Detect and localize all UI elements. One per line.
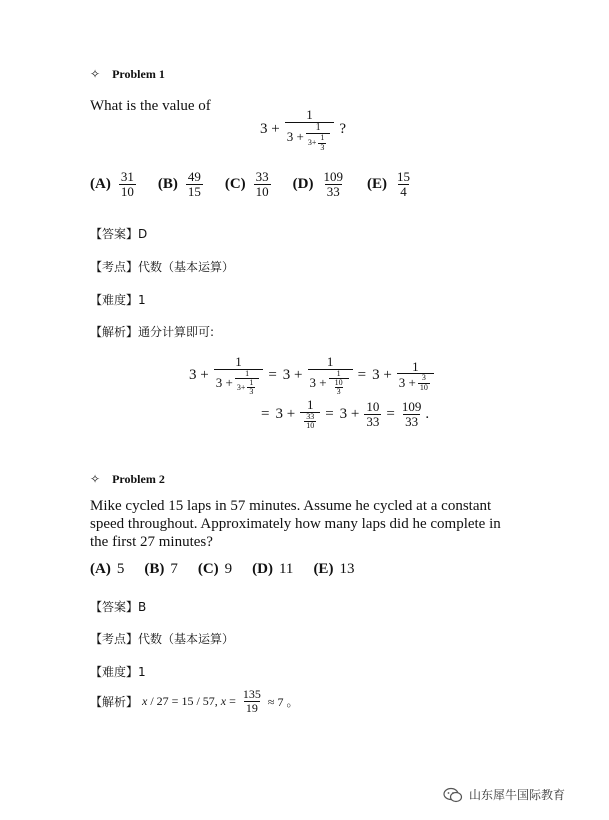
star-icon: ✧ (90, 472, 101, 486)
sol-num: 1 (235, 354, 242, 369)
problem-2-answer: 【答案】B (90, 600, 147, 614)
problem-2-topic: 【考点】代数（基本运算） (90, 632, 235, 646)
option-num: 31 (120, 169, 134, 184)
sol-den (300, 412, 320, 431)
sol-den-lead: 3 + (215, 375, 233, 391)
option-b (144, 561, 178, 578)
problem-1-question: What is the value of (90, 98, 211, 114)
sol-inner-den (329, 378, 349, 397)
sol-inner-den: 10 (419, 382, 428, 392)
option-label: (A) (90, 175, 111, 192)
sol-innermost-num: 1 (249, 378, 254, 388)
problem-1-title: Problem 1 (112, 67, 165, 81)
sol-innermost (247, 379, 255, 397)
sol-den (308, 369, 353, 397)
problem-2-difficulty: 【难度】1 (90, 665, 146, 679)
sol-fraction-5 (364, 400, 381, 428)
sol-innermost-den: 3 (249, 387, 254, 397)
expr-innermost-den: 3 (320, 142, 325, 152)
expr-num: 1 (306, 107, 313, 122)
analysis-expression (142, 688, 298, 714)
option-a (90, 561, 124, 578)
sol-num: 109 (401, 399, 422, 415)
sol-term: 3 + (189, 367, 209, 384)
expr-tail: ≈ 7 。 (267, 694, 299, 709)
option-a (90, 170, 138, 198)
option-num: 33 (255, 169, 269, 184)
option-den: 10 (255, 183, 269, 199)
option-fraction (395, 170, 412, 198)
option-den: 10 (120, 183, 134, 199)
problem-2-heading (90, 472, 165, 487)
sol-fraction-3 (397, 360, 434, 392)
option-value: 7 (170, 561, 178, 577)
sol-inner-fraction (235, 370, 260, 397)
sol-num: 1 (326, 354, 334, 369)
option-c (225, 170, 273, 198)
sol-inner-num: 33 (306, 411, 315, 421)
var-x: x (142, 693, 148, 708)
option-label: (B) (144, 561, 165, 577)
option-den: 15 (187, 183, 201, 199)
expr-part1: / 27 = 15 / 57, (150, 693, 218, 708)
sol-inner-num: 3 (421, 373, 426, 383)
option-value: 9 (224, 561, 233, 577)
expr-innermost-num: 1 (320, 133, 325, 143)
problem-1-options (90, 170, 434, 198)
solution-line-2 (258, 398, 429, 430)
option-d (293, 170, 347, 198)
problem-2-question: Mike cycled 15 laps in 57 minutes. Assume he cycled at a constant speed throughout. Approximately how many laps did he complete in the first 27 minutes? (90, 498, 501, 550)
sol-inner-fraction (418, 374, 430, 392)
problem-2-title: Problem 2 (112, 472, 165, 486)
star-icon: ✧ (90, 67, 101, 81)
sol-fraction-4 (300, 398, 320, 430)
problem-1-analysis: 【解析】通分计算即可: (90, 325, 215, 339)
expr-inner-fraction (306, 123, 331, 152)
sol-eq: = (268, 367, 277, 384)
sol-dot: . (425, 405, 430, 422)
problem-1-topic: 【考点】代数（基本运算） (90, 260, 235, 274)
sol-eq: = (325, 405, 334, 422)
expr-inner-num: 1 (315, 121, 321, 133)
option-e (313, 561, 354, 578)
sol-den (214, 369, 264, 397)
sol-num: 10 (366, 399, 380, 415)
sol-term: 3 + (282, 367, 303, 384)
expr-num: 135 (242, 687, 261, 701)
option-fraction (119, 170, 136, 198)
sol-den-lead: 3 + (309, 375, 327, 391)
expr-lead: 3 + (260, 121, 280, 138)
solution-line-1 (186, 355, 436, 397)
sol-innermost-num: 10 (334, 378, 343, 388)
expr-inner-den (306, 133, 331, 152)
expr-tail: ? (339, 121, 346, 138)
problem-1-expression (257, 108, 349, 152)
sol-inner-num: 1 (336, 368, 341, 378)
expr-den (285, 122, 335, 152)
option-fraction (321, 170, 345, 198)
sol-den: 33 (405, 413, 419, 429)
option-value: 11 (278, 561, 294, 577)
option-c (198, 561, 232, 578)
option-b (158, 170, 205, 198)
expr-inner-den-lead: 3+ (307, 137, 317, 147)
sol-inner-den: 10 (306, 421, 315, 431)
option-value: 5 (116, 561, 125, 577)
sol-num: 1 (306, 397, 314, 412)
option-label: (C) (197, 561, 219, 577)
analysis-label: 【解析】 (90, 694, 139, 709)
option-num: 49 (187, 169, 201, 184)
option-label: (D) (292, 175, 314, 192)
sol-num: 1 (412, 358, 419, 374)
sol-eq: = (261, 405, 270, 422)
var-x: x (220, 693, 227, 708)
option-den: 4 (400, 183, 407, 199)
option-label: (E) (366, 175, 387, 192)
option-value: 13 (339, 561, 355, 577)
sol-den: 33 (366, 413, 380, 429)
sol-term: 3 + (372, 367, 392, 384)
expr-den: 19 (245, 700, 258, 715)
option-label: (C) (224, 175, 246, 192)
sol-den (397, 373, 434, 392)
problem-1-answer: 【答案】D (90, 227, 148, 241)
sol-fraction-6 (400, 400, 424, 428)
sol-eq: = (386, 405, 395, 422)
expr-den-lead: 3 + (286, 129, 304, 145)
option-label: (B) (157, 175, 178, 192)
option-label: (D) (252, 561, 273, 577)
sol-term: 3 + (339, 405, 360, 422)
option-e (367, 170, 414, 198)
expr-fraction (285, 108, 335, 152)
wechat-icon (443, 787, 463, 803)
sol-eq: = (357, 367, 367, 384)
option-fraction (186, 170, 203, 198)
watermark (443, 786, 565, 803)
option-d (252, 561, 293, 578)
sol-fraction-1 (214, 355, 264, 397)
problem-2-analysis (90, 688, 298, 714)
sol-innermost (333, 379, 345, 397)
option-label: (A) (90, 561, 111, 577)
sol-innermost-den: 3 (336, 387, 341, 397)
sol-inner-den (235, 378, 260, 397)
expr-innermost-fraction (318, 134, 326, 152)
sol-den-lead: 3 + (398, 375, 416, 391)
expr-part2: = (229, 693, 236, 708)
sol-term: 3 + (275, 405, 296, 422)
sol-inner-fraction (304, 413, 316, 431)
watermark-text: 山东犀牛国际教育 (469, 788, 566, 802)
option-fraction (254, 170, 271, 198)
option-den: 33 (326, 183, 340, 199)
sol-fraction-2 (308, 355, 353, 397)
option-num: 15 (396, 169, 410, 184)
expr-fraction (241, 688, 263, 714)
sol-inner-fraction (329, 370, 349, 397)
problem-1-heading (90, 67, 165, 82)
sol-inner-den-lead: 3+ (236, 382, 246, 392)
sol-inner-num: 1 (245, 368, 250, 378)
option-label: (E) (313, 561, 334, 577)
option-num: 109 (323, 169, 343, 184)
problem-1-difficulty: 【难度】1 (90, 293, 146, 307)
problem-2-options (90, 561, 374, 578)
